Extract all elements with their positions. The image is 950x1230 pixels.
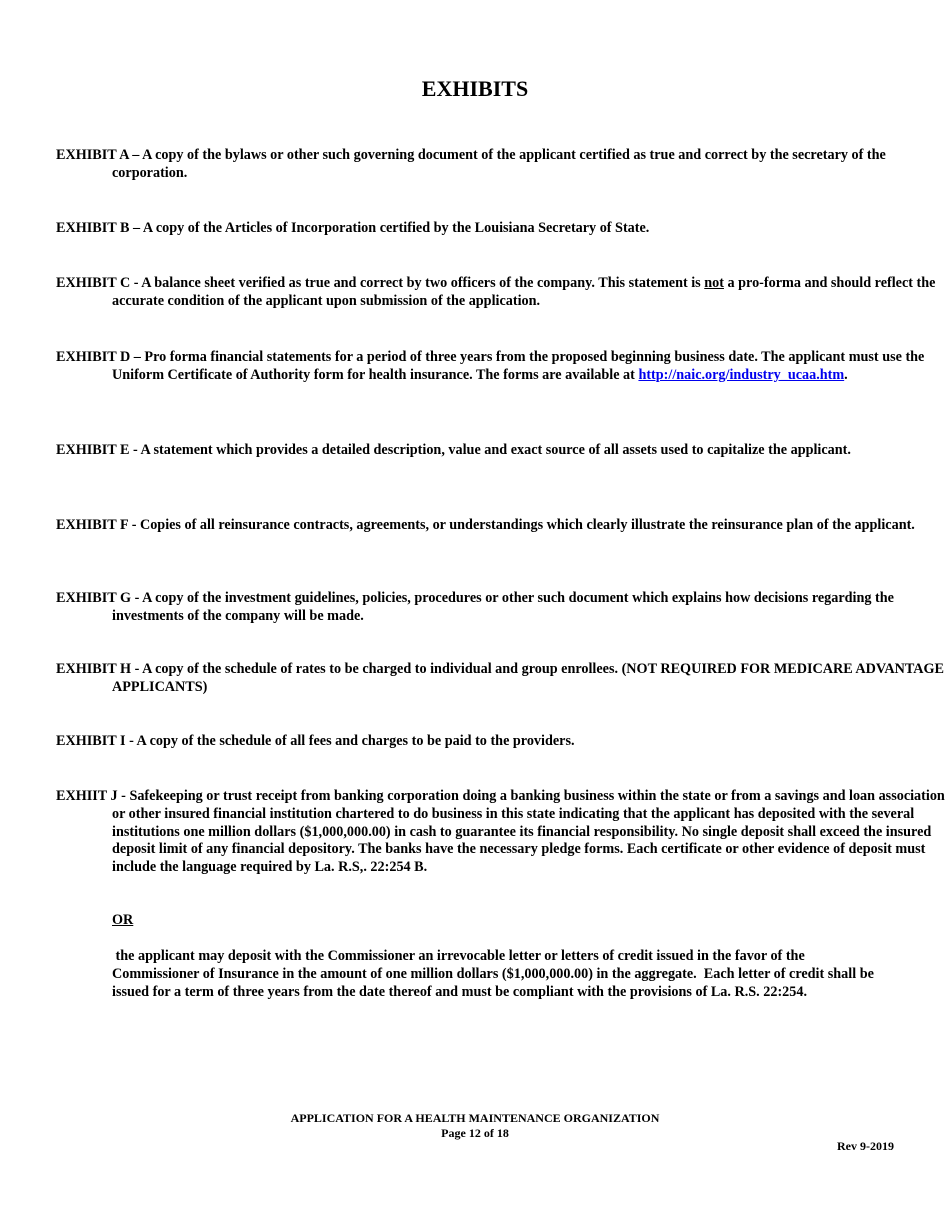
exhibit-f: EXHIBIT F - Copies of all reinsurance contracts, agreements, or understandings which clearly illustrate the reinsurance plan of the applicant. xyxy=(56,517,915,533)
exhibit-h: EXHIBIT H - A copy of the schedule of rates to be charged to individual and group enrollees. (NOT REQUIRED FOR MEDICARE ADVANTAGE APPLICANTS) xyxy=(56,661,944,695)
footer-page-number: Page 12 of 18 xyxy=(441,1125,509,1140)
letter-of-credit-alternative: the applicant may deposit with the Commissioner an irrevocable letter or letters of credit issued in the favor of the Commissioner of Insurance in the amount of one million dollars ($1,000,000.00) in the aggregate. Each letter of credit shall be issued for a term of three years from the date thereof and must be compliant with the provisions of La. R.S. 22:254. xyxy=(112,948,878,1000)
exhibit-d xyxy=(56,349,950,385)
exhibit-c-text-before: EXHIBIT C - A balance sheet verified as true and correct by two officers of the company. This statement is xyxy=(56,275,705,291)
exhibit-a: EXHIBIT A – A copy of the bylaws or other such governing document of the applicant certified as true and correct by the secretary of the corporation. xyxy=(56,147,886,181)
page-title: EXHIBITS xyxy=(421,76,529,101)
footer-application-title: APPLICATION FOR A HEALTH MAINTENANCE ORGANIZATION xyxy=(290,1111,660,1125)
exhibit-e: EXHIBIT E - A statement which provides a detailed description, value and exact source of all assets used to capitalize the applicant. xyxy=(56,442,851,458)
exhibit-j: EXHIIT J - Safekeeping or trust receipt from banking corporation doing a banking business within the state or from a savings and loan association or other insured financial institution chartered to do business in this state indicating that the applicant has deposited with the several institutions one million dollars ($1,000,000.00) in cash to guarantee its financial responsibility. No single deposit shall exceed the insured deposit limit of any financial depository. The banks have the necessary pledge forms. Each certificate or other evidence of deposit must include the language required by La. R.S,. 22:254 B. xyxy=(56,788,945,876)
or-label: OR xyxy=(112,912,134,928)
revision-label: Rev 9-2019 xyxy=(837,1139,894,1153)
exhibit-c-emphasis: not xyxy=(704,275,724,291)
exhibit-i: EXHIBIT I - A copy of the schedule of all fees and charges to be paid to the providers. xyxy=(56,733,575,749)
exhibit-c-text-after: a pro-forma and should reflect the accurate condition of the applicant upon submission of the application. xyxy=(112,275,936,309)
exhibit-b: EXHIBIT B – A copy of the Articles of Incorporation certified by the Louisiana Secretary of State. xyxy=(56,220,650,236)
exhibit-c xyxy=(56,275,950,311)
exhibit-d-text-before: EXHIBIT D – Pro forma financial statements for a period of three years from the proposed beginning business date. The applicant must use the Uniform Certificate of Authority form for health insurance. The forms are available at xyxy=(56,349,925,383)
exhibit-d-text-after: . xyxy=(844,366,848,383)
page-footer xyxy=(0,1111,950,1140)
naic-ucaa-link[interactable]: http://naic.org/industry_ucaa.htm xyxy=(638,366,845,383)
exhibit-g: EXHIBIT G - A copy of the investment guidelines, policies, procedures or other such document which explains how decisions regarding the investments of the company will be made. xyxy=(56,590,894,624)
